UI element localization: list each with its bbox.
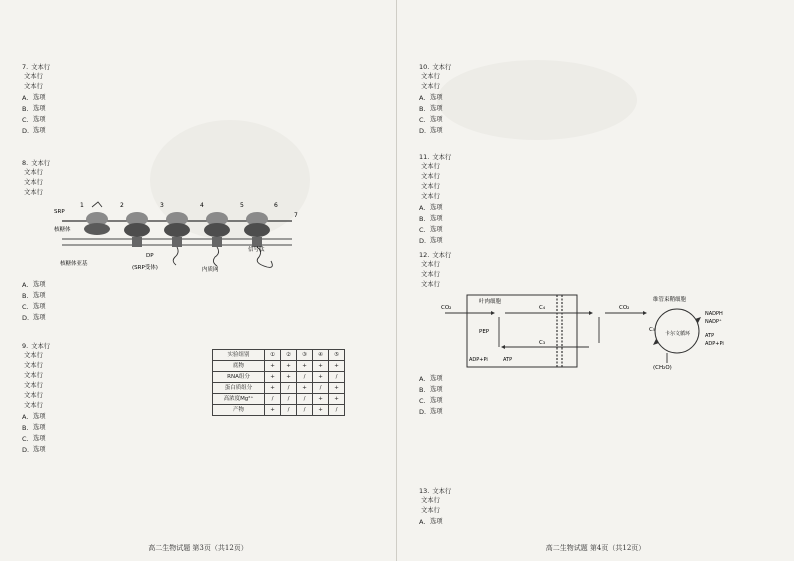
table-cell: / xyxy=(329,405,345,416)
question-text: 文本行 xyxy=(24,83,43,90)
table-cell: + xyxy=(313,405,329,416)
answer-option[interactable] xyxy=(419,103,778,114)
table-cell: + xyxy=(329,361,345,372)
question-text-line xyxy=(22,371,207,381)
question-text: 文本行 xyxy=(24,169,43,176)
right-column xyxy=(419,62,778,531)
question-number: 11. xyxy=(419,153,430,161)
figure-label-calvin: 卡尔文循环 xyxy=(665,331,691,337)
question-text: 文本行 xyxy=(432,252,452,259)
option-letter: D. xyxy=(22,445,30,454)
question-text-line xyxy=(419,506,778,516)
answer-option[interactable] xyxy=(419,516,778,527)
option-letter: B. xyxy=(419,214,426,223)
left-column xyxy=(22,62,380,531)
option-letter: C. xyxy=(22,302,29,311)
question-text: 文本行 xyxy=(421,163,440,170)
question-number: 7. xyxy=(22,63,29,71)
question-text-line xyxy=(22,391,207,401)
option-letter: A. xyxy=(22,280,29,289)
protein-synthesis-figure xyxy=(22,199,380,277)
table-header-cell: ⑤ xyxy=(329,350,345,361)
table-cell: / xyxy=(297,394,313,405)
table-cell: + xyxy=(313,394,329,405)
table-cell: + xyxy=(313,361,329,372)
question-7-stem xyxy=(22,62,380,92)
answer-option[interactable] xyxy=(22,422,207,433)
translocon-1 xyxy=(132,237,142,247)
figure-label-subunit: 核糖体亚基 xyxy=(60,261,88,267)
question-number: 13. xyxy=(419,487,430,495)
figure-label-bundle-sheath: 维管束鞘细胞 xyxy=(653,297,687,303)
table-header-cell: ③ xyxy=(297,350,313,361)
table-cell: / xyxy=(297,405,313,416)
option-letter: A. xyxy=(22,412,29,421)
option-letter: C. xyxy=(419,115,426,124)
question-text: 文本行 xyxy=(31,64,51,71)
option-letter: B. xyxy=(419,385,426,394)
option-text: 选项 xyxy=(430,225,443,233)
question-text-line xyxy=(419,192,778,202)
option-text: 选项 xyxy=(33,412,46,420)
figure-label-co2-out: CO₂ xyxy=(619,305,630,311)
polypeptide-1 xyxy=(173,247,178,265)
table-header-cell: ① xyxy=(265,350,281,361)
option-text: 选项 xyxy=(430,385,443,393)
exam-page-4 xyxy=(397,0,794,561)
ribosome-5 xyxy=(244,212,270,237)
figure-label-pep: PEP xyxy=(479,329,490,335)
option-letter: C. xyxy=(419,396,426,405)
question-text-line xyxy=(22,168,380,178)
question-text: 文本行 xyxy=(24,382,43,389)
table-cell: / xyxy=(265,394,281,405)
table-cell: + xyxy=(265,383,281,394)
option-letter: D. xyxy=(419,407,427,416)
figure-label-c3: C₃ xyxy=(539,340,546,346)
question-9-stem xyxy=(22,341,207,411)
answer-option[interactable] xyxy=(419,92,778,103)
question-text-line xyxy=(419,496,778,506)
table-row xyxy=(213,405,345,416)
table-cell: / xyxy=(281,394,297,405)
option-letter: D. xyxy=(22,313,30,322)
table-cell: / xyxy=(281,383,297,394)
question-text: 文本行 xyxy=(24,402,43,409)
question-8-stem xyxy=(22,158,380,198)
question-text: 文本行 xyxy=(421,281,440,288)
answer-option[interactable] xyxy=(22,92,380,103)
question-10-options xyxy=(419,92,778,136)
question-7-options xyxy=(22,92,380,136)
question-13-options xyxy=(419,516,778,527)
option-letter: A. xyxy=(22,93,29,102)
figure-label-dp: DP xyxy=(146,253,154,259)
answer-option[interactable] xyxy=(419,373,778,384)
question-text-line xyxy=(419,162,778,172)
figure-label-1: 1 xyxy=(80,202,84,209)
figure-label-atp-2: ATP xyxy=(705,333,715,339)
answer-option[interactable] xyxy=(419,213,778,224)
question-text-line xyxy=(22,401,207,411)
question-text: 文本行 xyxy=(24,352,43,359)
question-text: 文本行 xyxy=(432,64,452,71)
option-text: 选项 xyxy=(33,104,46,112)
option-letter: B. xyxy=(22,291,29,300)
option-text: 选项 xyxy=(33,434,46,442)
option-letter: A. xyxy=(419,93,426,102)
figure-label-adp: ADP+Pi xyxy=(469,357,488,363)
question-text-line xyxy=(22,361,207,371)
question-7 xyxy=(22,62,380,136)
answer-option[interactable] xyxy=(419,114,778,125)
table-cell: + xyxy=(281,361,297,372)
question-10 xyxy=(419,62,778,136)
answer-option[interactable] xyxy=(22,103,380,114)
question-text: 文本行 xyxy=(432,488,452,495)
figure-label-co2-in: CO₂ xyxy=(441,305,452,311)
question-text: 文本行 xyxy=(24,189,43,196)
answer-option[interactable] xyxy=(22,411,207,422)
option-text: 选项 xyxy=(430,104,443,112)
question-text-line xyxy=(419,250,778,260)
option-text: 选项 xyxy=(430,517,443,525)
table-cell: + xyxy=(329,383,345,394)
option-letter: C. xyxy=(22,115,29,124)
figure-label-nadph: NADPH xyxy=(705,311,723,317)
question-number: 9. xyxy=(22,342,29,350)
question-text: 文本行 xyxy=(421,73,440,80)
answer-option[interactable] xyxy=(22,433,207,444)
figure-label-4: 4 xyxy=(200,202,204,209)
question-text: 文本行 xyxy=(24,73,43,80)
table-cell: + xyxy=(297,361,313,372)
answer-option[interactable] xyxy=(419,202,778,213)
question-text-line xyxy=(419,182,778,192)
figure-label-er: 内质网 xyxy=(202,267,219,273)
option-letter: D. xyxy=(419,236,427,245)
question-text-line xyxy=(22,158,380,168)
experiment-table xyxy=(212,349,345,416)
option-letter: B. xyxy=(419,104,426,113)
question-12-stem xyxy=(419,250,778,290)
option-letter: D. xyxy=(22,126,30,135)
option-text: 选项 xyxy=(33,302,46,310)
question-10-stem xyxy=(419,62,778,92)
figure-label-signal-peptide: 信号肽 xyxy=(248,247,265,253)
table-row-label: 产物 xyxy=(213,405,265,416)
table-cell: + xyxy=(281,372,297,383)
table-cell: / xyxy=(297,372,313,383)
question-8-options xyxy=(22,279,380,323)
question-text: 文本行 xyxy=(421,183,440,190)
question-12-options xyxy=(419,373,778,417)
question-text-line xyxy=(22,72,380,82)
figure-label-mesophyll: 叶肉细胞 xyxy=(479,299,502,305)
table-cell: / xyxy=(281,405,297,416)
option-text: 选项 xyxy=(430,214,443,222)
table-row xyxy=(213,394,345,405)
option-text: 选项 xyxy=(33,126,46,134)
table-cell: + xyxy=(297,383,313,394)
figure-label-receptor: (SRP受体) xyxy=(132,265,158,271)
translocon-4 xyxy=(252,237,262,247)
figure-label-atp: ATP xyxy=(503,357,513,363)
question-text: 文本行 xyxy=(24,179,43,186)
question-text-line xyxy=(419,280,778,290)
table-row-label: RNA组分 xyxy=(213,372,265,383)
question-text-line xyxy=(419,82,778,92)
table-row-label: 底物 xyxy=(213,361,265,372)
question-text: 文本行 xyxy=(432,154,452,161)
figure-label-ribosome: 核糖体 xyxy=(54,227,71,233)
question-text-line xyxy=(22,178,380,188)
table-row xyxy=(213,372,345,383)
answer-option[interactable] xyxy=(22,444,207,455)
option-letter: D. xyxy=(419,126,427,135)
question-text: 文本行 xyxy=(24,392,43,399)
question-number: 8. xyxy=(22,159,29,167)
option-text: 选项 xyxy=(33,445,46,453)
ribosome-1 xyxy=(84,212,110,235)
figure-label-7: 7 xyxy=(294,212,298,219)
figure-label-srp: SRP xyxy=(54,209,65,215)
table-row xyxy=(213,383,345,394)
figure-label-3: 3 xyxy=(160,202,164,209)
option-text: 选项 xyxy=(33,313,46,321)
answer-option[interactable] xyxy=(22,290,380,301)
option-text: 选项 xyxy=(430,115,443,123)
table-cell: / xyxy=(313,383,329,394)
figure-label-nadp: NADP⁺ xyxy=(705,319,722,325)
question-text-line xyxy=(419,172,778,182)
table-cell: + xyxy=(265,405,281,416)
option-text: 选项 xyxy=(33,423,46,431)
table-header-cell: 实验组别 xyxy=(213,350,265,361)
question-text: 文本行 xyxy=(421,507,440,514)
page-footer: 高二生物试题 第3页（共12页） xyxy=(148,544,248,552)
question-text: 文本行 xyxy=(421,193,440,200)
option-letter: C. xyxy=(22,434,29,443)
option-text: 选项 xyxy=(430,126,443,134)
option-letter: B. xyxy=(22,423,29,432)
question-text-line xyxy=(419,260,778,270)
question-text-line xyxy=(22,341,207,351)
question-text: 文本行 xyxy=(421,83,440,90)
figure-label-5: 5 xyxy=(240,202,244,209)
table-header-row xyxy=(213,350,345,361)
question-text: 文本行 xyxy=(31,160,51,167)
question-11-options xyxy=(419,202,778,246)
question-11-stem xyxy=(419,152,778,202)
table-cell: + xyxy=(265,361,281,372)
option-text: 选项 xyxy=(430,203,443,211)
question-text-line xyxy=(22,62,380,72)
table-row xyxy=(213,361,345,372)
question-text-line xyxy=(22,381,207,391)
question-text-line xyxy=(419,486,778,496)
answer-option[interactable] xyxy=(419,395,778,406)
answer-option[interactable] xyxy=(419,384,778,395)
ribosome-4 xyxy=(204,212,230,237)
translocon-2 xyxy=(172,237,182,247)
option-text: 选项 xyxy=(33,115,46,123)
option-text: 选项 xyxy=(33,291,46,299)
answer-option[interactable] xyxy=(419,125,778,136)
option-text: 选项 xyxy=(33,280,46,288)
question-text-line xyxy=(419,62,778,72)
question-13-stem xyxy=(419,486,778,516)
answer-option[interactable] xyxy=(22,312,380,323)
table-row-label: 高浓度Mg²⁺ xyxy=(213,394,265,405)
figure-label-c4: C₄ xyxy=(539,305,546,311)
page-footer: 高二生物试题 第4页（共12页） xyxy=(545,544,646,552)
table-header-cell: ④ xyxy=(313,350,329,361)
figure-label-adp-2: ADP+Pi xyxy=(705,341,724,347)
figure-label-c5: C₅ xyxy=(649,327,656,333)
answer-option[interactable] xyxy=(22,125,380,136)
question-8 xyxy=(22,158,380,323)
option-text: 选项 xyxy=(430,407,443,415)
question-text: 文本行 xyxy=(421,271,440,278)
option-text: 选项 xyxy=(430,396,443,404)
question-text-line xyxy=(22,188,380,198)
question-text-line xyxy=(419,152,778,162)
protein-synthesis-diagram xyxy=(52,199,312,277)
table-cell: / xyxy=(329,372,345,383)
question-text: 文本行 xyxy=(421,173,440,180)
question-number: 10. xyxy=(419,63,430,71)
option-text: 选项 xyxy=(430,236,443,244)
answer-option[interactable] xyxy=(22,114,380,125)
c4-pathway-diagram xyxy=(439,291,739,371)
option-letter: B. xyxy=(22,104,29,113)
question-text-line xyxy=(419,270,778,280)
table-cell: + xyxy=(313,372,329,383)
table-row-label: 蛋白质组分 xyxy=(213,383,265,394)
question-text: 文本行 xyxy=(31,343,51,350)
table-body xyxy=(213,361,345,416)
question-12 xyxy=(419,250,778,417)
answer-option[interactable] xyxy=(419,406,778,417)
answer-option[interactable] xyxy=(22,301,380,312)
table-cell: + xyxy=(265,372,281,383)
option-text: 选项 xyxy=(430,374,443,382)
translocon-3 xyxy=(212,237,222,247)
table-cell: + xyxy=(329,394,345,405)
figure-label-2: 2 xyxy=(120,202,124,209)
question-text: 文本行 xyxy=(421,261,440,268)
figure-label-ch2o: (CH₂O) xyxy=(653,365,672,371)
answer-option[interactable] xyxy=(419,235,778,246)
srp-particle xyxy=(92,202,102,207)
question-text: 文本行 xyxy=(24,362,43,369)
question-13 xyxy=(419,486,778,527)
option-text: 选项 xyxy=(33,93,46,101)
table-header-cell: ② xyxy=(281,350,297,361)
question-11 xyxy=(419,152,778,246)
polypeptide-2 xyxy=(213,247,218,266)
question-text: 文本行 xyxy=(421,497,440,504)
question-9-options xyxy=(22,411,207,455)
c4-photosynthesis-figure xyxy=(419,291,778,371)
option-letter: A. xyxy=(419,374,426,383)
question-9 xyxy=(22,341,380,455)
ribosome-2 xyxy=(124,212,150,237)
figure-label-6: 6 xyxy=(274,202,278,209)
answer-option[interactable] xyxy=(22,279,380,290)
option-letter: A. xyxy=(419,517,426,526)
question-number: 12. xyxy=(419,251,430,259)
option-letter: C. xyxy=(419,225,426,234)
ribosome-3 xyxy=(164,212,190,237)
option-text: 选项 xyxy=(430,93,443,101)
question-text-line xyxy=(22,82,380,92)
option-letter: A. xyxy=(419,203,426,212)
answer-option[interactable] xyxy=(419,224,778,235)
question-text-line xyxy=(419,72,778,82)
question-text-line xyxy=(22,351,207,361)
question-text: 文本行 xyxy=(24,372,43,379)
